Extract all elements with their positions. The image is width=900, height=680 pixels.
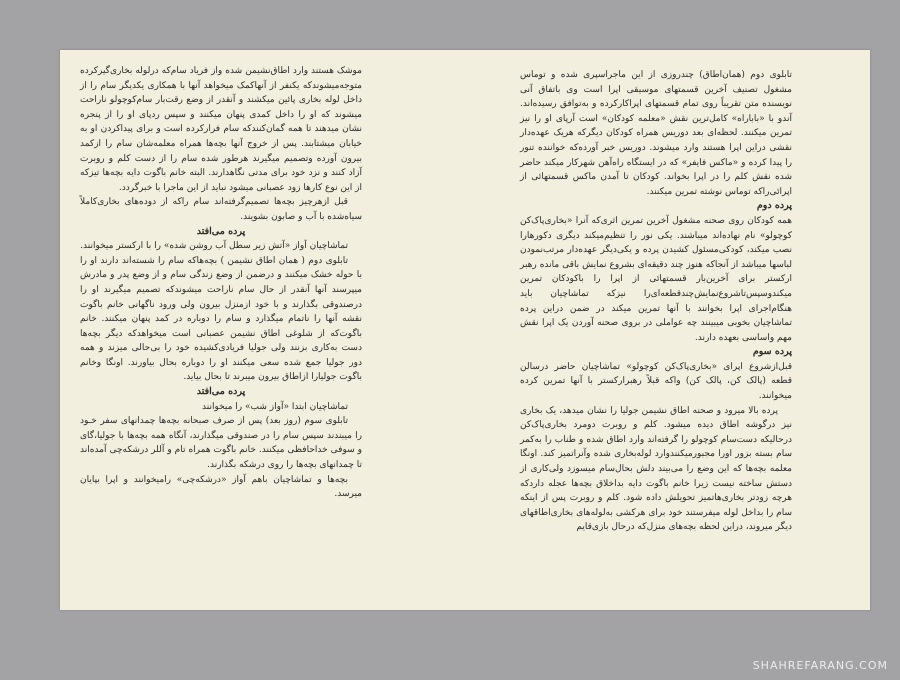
paragraph: تابلوی دوم ( همان اطاق نشیمن ) بچه‌هاکه سام را شسته‌اند دارند او را با حوله خشک میکنند و درضمن از وضع زندگی سام و از وضع پدر و مادرش میپرسند آنها آنقدر از حال سام ناراحت میشوندکه تصمیم میگیرند او را درصندوقی بگذارند و با خود ازمنزل بیرون ولی ورود ناگهانی خانم باگوت نقشه آنها را ناتمام میگذارد و سام را دوباره در کمد پنهان میکنند. خانم باگوت‌که از شلوغی اطاق نشیمن عصبانی است میخواهدکه دیگر بچه‌ها دست به‌کاری بزنند ولی جولیا فریادی‌کشیده خود را بی‌حالی میزند و همه دور جولیا جمع شده سعی میکنند او را دوباره بحال بیاورند. اونگا وخانم باگوت جولیارا ازاطاق بیرون میبرند تا بحال بیاید. [80,255,362,383]
paragraph: قبل‌ازشروع اپرای «بخاری‌پاک‌کن کوچولو» تماشاچیان حاضر درسالن قطعه (پالک کن، پالک کن) واکه قبلاً رهبرارکستر با آنها تمرین کرده میخوانند. [520,361,792,402]
site-watermark: SHAHREFARANG.COM [752,659,888,672]
magazine-page [60,50,870,610]
paragraph: تابلوی دوم (همان‌اطاق) چندروزی از این ماجراسپری شده و توماس مشغول تصنیف آخرین قسمتهای موسیقی اپرا است وی باتفاق آنی نویسنده متن تقریباً روی تمام قسمتهای اپراکارکرده و به‌توافق رسیده‌اند. آندو با «باباراه» کامل‌ترین نقش «معلمه کودکان» است آرپای او را نیز تمرین میکنند. لحظه‌ای بعد دوریس همراه کودکان دیگرکه هریک عهده‌دار نقشی دراین اپرا هستند وارد میشوند. دوریس خبر آورده‌که خواننده تنور را پیدا کرده و «ماکس فایفر» که در ایستگاه راه‌آهن شهرکار میکند حاضر شده نقش کلم را در اپرا بخواند. کودکان تا آمدن ماکس قسمتهائی از اپرائی‌راکه توماس نوشته تمرین میکنند. [520,70,792,197]
left-text-column [80,64,362,502]
paragraph: پرده بالا میرود و صحنه اطاق نشیمن جولیا را نشان میدهد، یک بخاری نیز درگوشه اطاق دیده میشود. کلم و روبرت دومرد بخاری‌پاک‌کن درحالیکه دست‌سام کوچولو را گرفته‌اند وارد اطاق شده و طناب را به‌کمر سام بسته بزور اورا مجبورمیکنندوارد لوله‌بخاری شده وآنراتمیز کند. اونگا معلمه بچه‌ها که این وضع را می‌بیند دلش بحال‌سام میسوزد ولی‌کاری از دستش ساخته نیست زیرا خانم باگوت دایه بدا‌خلاق بچه‌ها عجله دارد‌که هرچه زودتر بخاری‌ها‌تمیز تحویلش داده شود. کلم و روبرت پس از اینکه سام را بداخل لوله میفرستند خود برای هرکشی به‌لوله‌های بخاری‌اطاقهای دیگر میروند، دراین لحظه بچه‌های منزل‌که درحال بازی‌قایم [520,405,792,533]
paragraph: تماشاچیان آواز «آتش زیر سطل آب روشن شده» را با ارکستر میخوانند. [80,241,348,252]
section-heading-act-two: پرده دوم [756,200,792,212]
paragraph: قبل ازهرچیز بچه‌ها تصمیم‌گرفته‌اند سام راکه از دوده‌های بخاری‌کاملاً سیاه‌شده با آب و صابون بشویند. [80,197,362,222]
paragraph: همه کودکان روی صحنه مشغول آخرین تمرین اثری‌که آنرا «بخاری‌پاک‌کن کوچولو» نام نهاده‌اند میباشند. یکی نور را تنظیم‌میکند دیگری دکورهارا نصب میکند، کودکی‌مسئول کشیدن پرده و یکی‌دیگر عهده‌دار مرتب‌نمودن لباسها میباشد از آنجاکه هنوز چند دقیقه‌ای بشروع نمایش باقی مانده رهبر ارکستر برای آخرین‌بار قسمتهائی از اپرا را باکودکان تمرین میکندوسپس‌تاشروع‌نمایش‌چندقطعه‌ای‌را نیز‌که تماشاچیان باید هنگام‌اجرای اپرا بخوانند با آنها تمرین میکند در ضمن دراین پرده تماشاچیان بخوبی میبینند چه عواملی در بروی صحنه آوردن یک اپرا نقش مهم واساسی بعهده دارند. [520,215,792,343]
section-heading-curtain-falls: پرده می‌افتد [196,225,246,237]
paragraph: تابلوی سوم (روز بعد) پس از صرف صبحانه بچه‌ها چمدانهای سفر خـود را میبندند سپس سام را در صندوقی میگذارند، آنگاه همه بچه‌ها با جولیا،گای و سوفی خداحافظی میکنند. خانم باگوت همراه تام و آللر درشکه‌چی آمده‌اند تا چمدانهای بچه‌ها را روی درشکه بگذارند. [80,416,362,471]
right-text-column [520,68,792,535]
paragraph: موشک هستند وارد اطاق‌نشیمن شده واز فریاد سام‌که درلوله بخاری‌گیرکرده متوجه‌میشوند‌که یکنفر از آنهاکمک میخواهد آنها با همکاری یکدیگر سام را از داخل لوله بخاری پائین میکشند و آنقدر از وضع رقت‌بار سام‌کوچولو ناراحت میشوند که او را داخل کمدی پنهان میکنند و سپس ردپای او را از پنجره نشان میدهند تا همه گمان‌کنندکه سام فرار‌کرده است و برای پیداکردن او به خیابان میشتابند. پس از خروج آنها بچه‌ها همراه معلمه‌شان سام را ازکمد بیرون آورده وتصمیم میگیرند هرطور شده سام را از دست کلم و روبرت آزاد کنند و نزد خود برای مدتی نگاهدارند. البته خانم باگوت دایه بچه‌ها تیزکه از این نوع کارها زود عصبانی میشود نباید از این ماجرا با خبرگردد. [80,66,362,193]
section-heading-act-three: پرده سوم [752,346,792,358]
paragraph: بچه‌ها و تماشاچیان باهم آواز «درشکه‌چی» رامیخوانند و اپرا بپایان میرسد. [80,474,362,500]
paragraph: تماشاچیان ابتدا «آواز شب» را میخوانند [202,401,348,412]
section-heading-curtain-falls: پرده می‌افتد [196,386,246,398]
